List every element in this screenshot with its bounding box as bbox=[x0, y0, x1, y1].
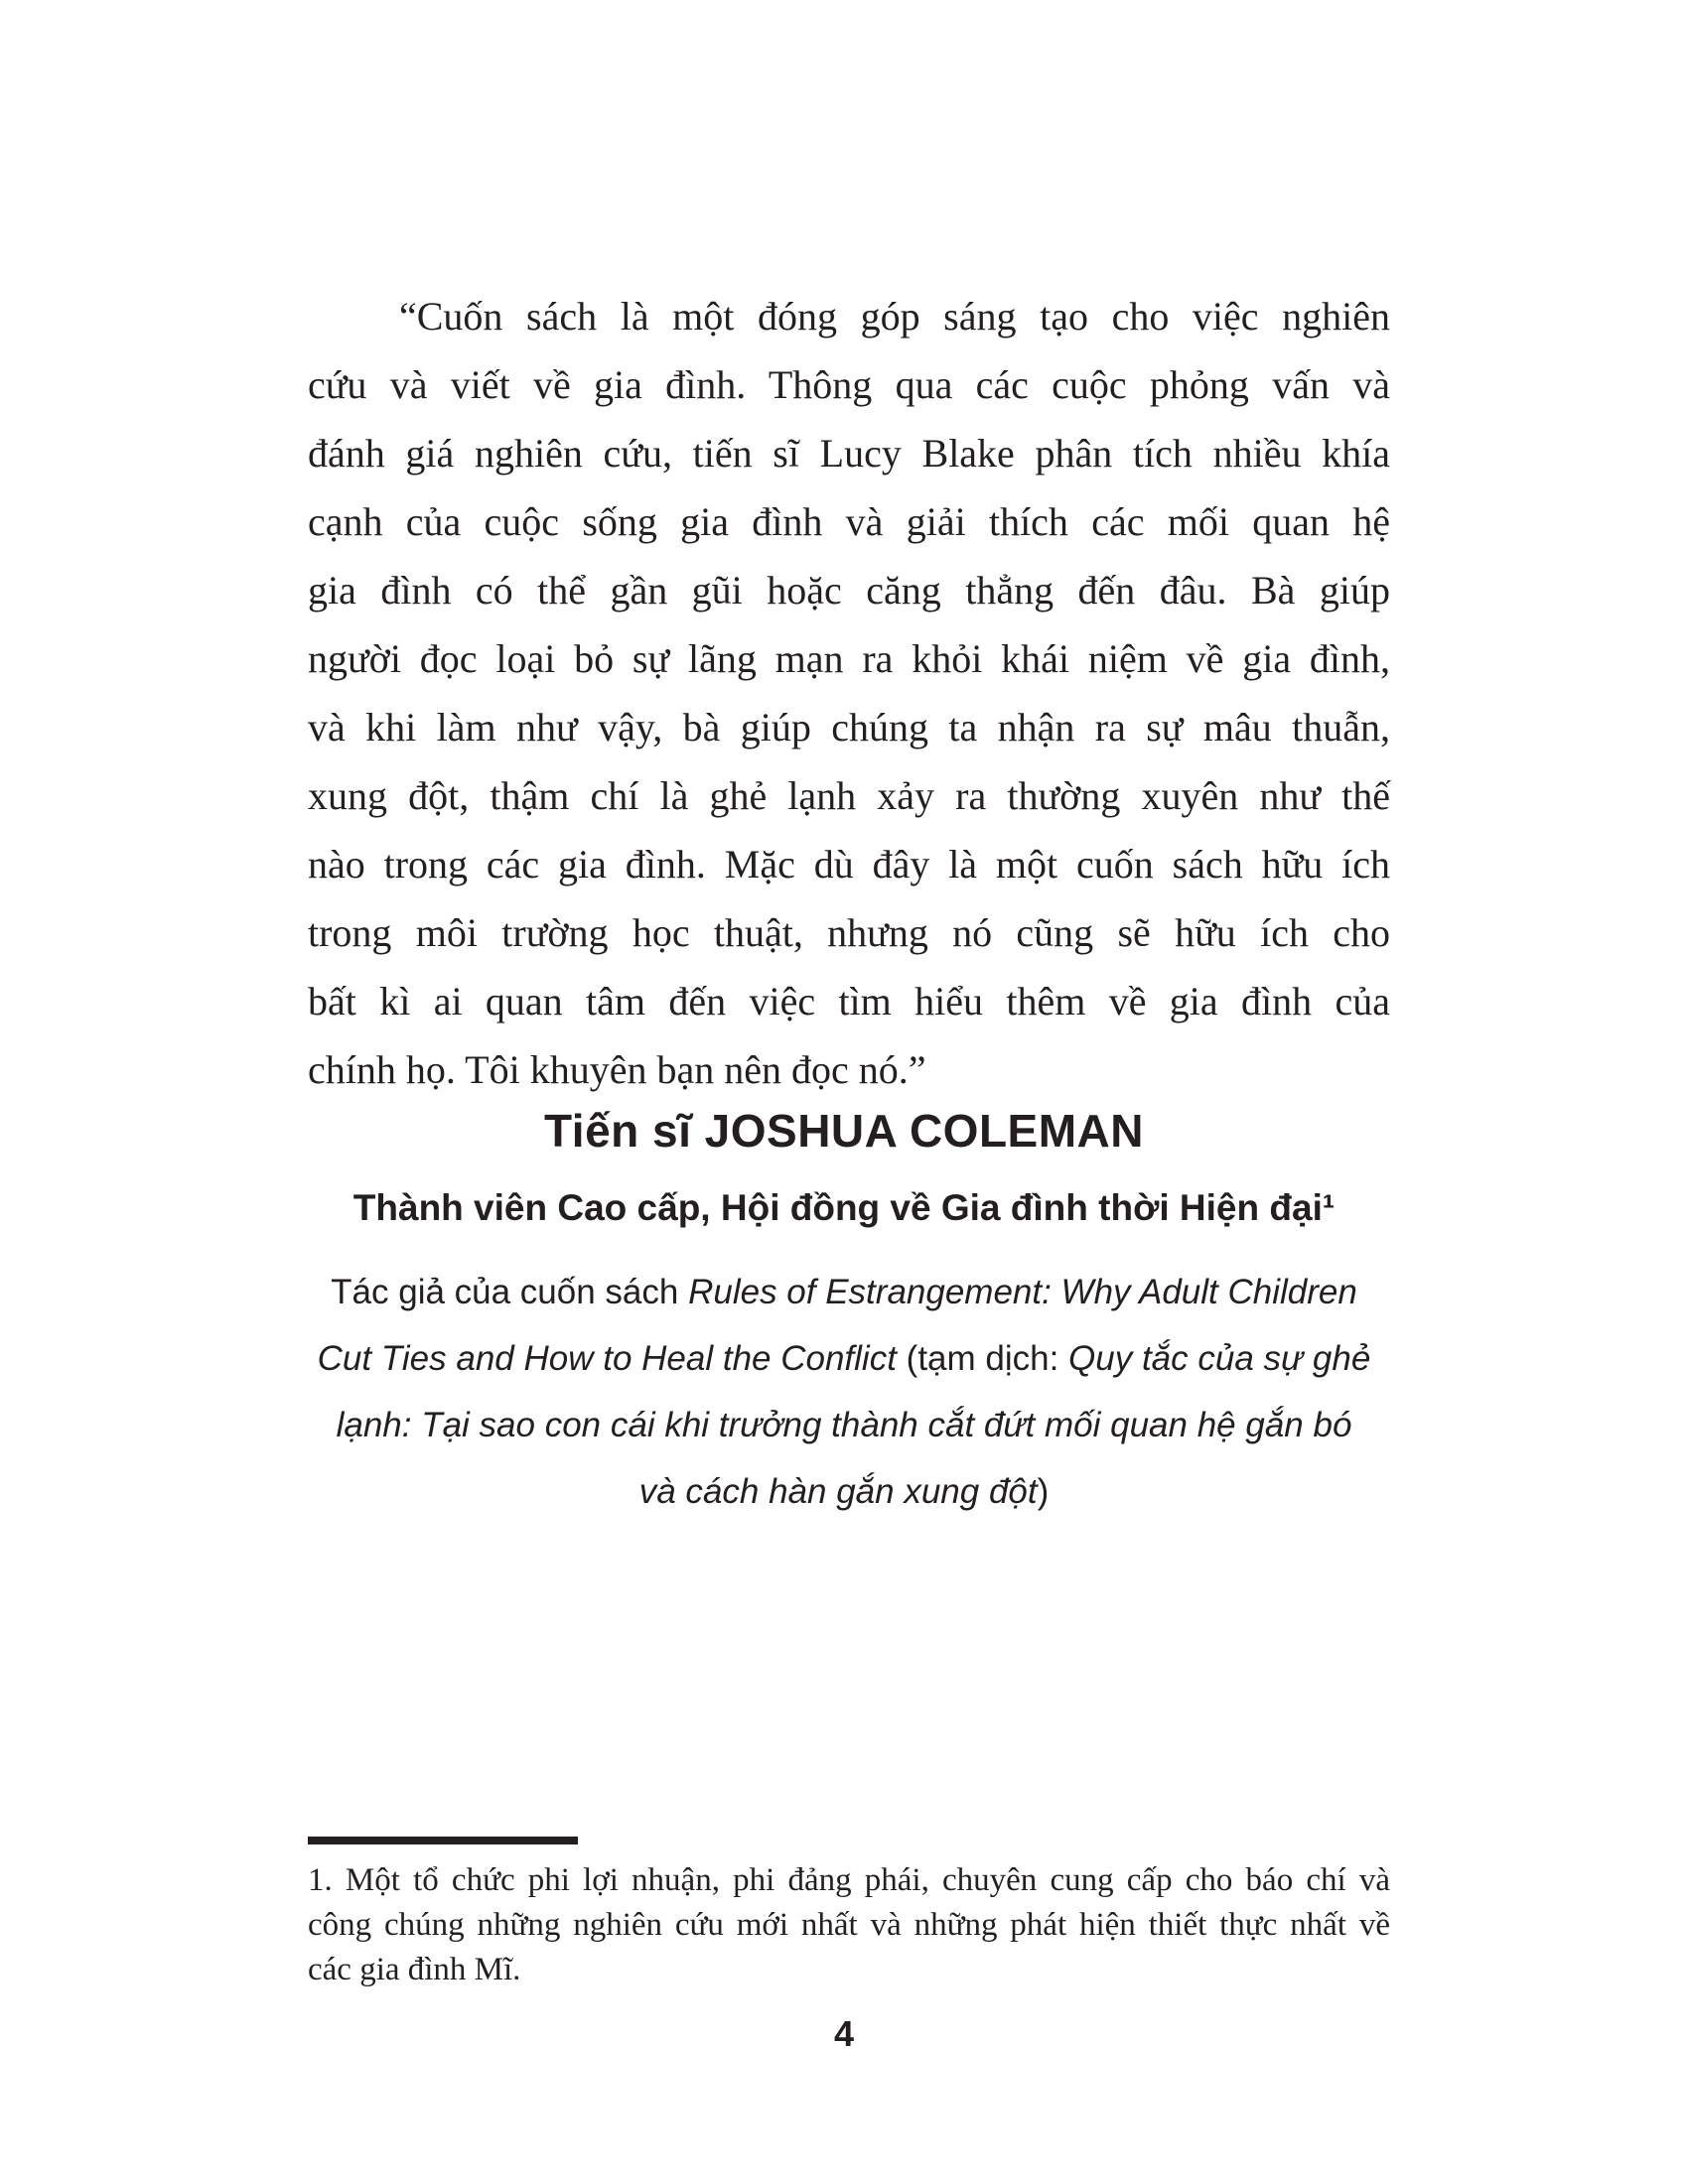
quote-attribution bbox=[0, 1100, 1688, 1525]
quote-line: và khi làm như vậy, bà giúp chúng ta nhận ra sự mâu thuẫn, bbox=[308, 705, 1390, 750]
quote-line: “Cuốn sách là một đóng góp sáng tạo cho việc nghiên bbox=[399, 294, 1390, 339]
quote-line: gia đình có thể gần gũi hoặc căng thẳng đến đâu. Bà giúp bbox=[308, 568, 1390, 613]
quote-line: xung đột, thậm chí là ghẻ lạnh xảy ra thường xuyên như thế bbox=[308, 773, 1390, 818]
footnote-divider bbox=[308, 1837, 578, 1844]
footnote-line: 1. Một tổ chức phi lợi nhuận, phi đảng phái, chuyên cung cấp cho báo chí và bbox=[308, 1862, 1390, 1898]
translated-title-segment: lạnh: Tại sao con cái khi trưởng thành cắt đứt mối quan hệ gắn bó bbox=[336, 1406, 1352, 1444]
credit-line bbox=[0, 1325, 1688, 1392]
credit-line bbox=[0, 1458, 1688, 1525]
endorser-affiliation: Thành viên Cao cấp, Hội đồng về Gia đình thời Hiện đại¹ bbox=[352, 1187, 1336, 1228]
footnote bbox=[308, 1858, 1390, 1992]
footnote-line: các gia đình Mĩ. bbox=[308, 1952, 521, 1987]
endorser-name: Tiến sĩ JOSHUA COLEMAN bbox=[544, 1105, 1144, 1157]
testimonial-quote bbox=[308, 282, 1390, 1104]
translated-title-segment: và cách hàn gắn xung đột bbox=[638, 1472, 1038, 1511]
book-title-segment: Cut Ties and How to Heal the Conflict bbox=[317, 1339, 897, 1378]
credit-line bbox=[0, 1392, 1688, 1458]
quote-line: người đọc loại bỏ sự lãng mạn ra khỏi khái niệm về gia đình, bbox=[308, 636, 1390, 681]
credit-text-segment: ) bbox=[1037, 1472, 1050, 1511]
credit-line bbox=[0, 1259, 1688, 1325]
book-title-segment: Rules of Estrangement: Why Adult Children bbox=[688, 1273, 1357, 1311]
endorser-book-credit bbox=[0, 1259, 1688, 1525]
translated-title-segment: Quy tắc của sự ghẻ bbox=[1068, 1339, 1371, 1378]
credit-text-segment: (tạm dịch: bbox=[896, 1339, 1069, 1378]
footnote-line: công chúng những nghiên cứu mới nhất và những phát hiện thiết thực nhất về bbox=[308, 1907, 1390, 1943]
quote-line: bất kì ai quan tâm đến việc tìm hiểu thêm về gia đình của bbox=[308, 979, 1390, 1024]
quote-line: cạnh của cuộc sống gia đình và giải thích các mối quan hệ bbox=[308, 499, 1390, 544]
quote-line: trong môi trường học thuật, nhưng nó cũng sẽ hữu ích cho bbox=[308, 910, 1390, 955]
quote-line: cứu và viết về gia đình. Thông qua các cuộc phỏng vấn và bbox=[308, 362, 1390, 407]
quote-line: nào trong các gia đình. Mặc dù đây là một cuốn sách hữu ích bbox=[308, 842, 1390, 887]
quote-line: chính họ. Tôi khuyên bạn nên đọc nó.” bbox=[308, 1047, 926, 1092]
quote-line: đánh giá nghiên cứu, tiến sĩ Lucy Blake phân tích nhiều khía bbox=[308, 431, 1390, 476]
page-number: 4 bbox=[833, 2013, 855, 2054]
credit-text-segment: Tác giả của cuốn sách bbox=[331, 1273, 689, 1311]
